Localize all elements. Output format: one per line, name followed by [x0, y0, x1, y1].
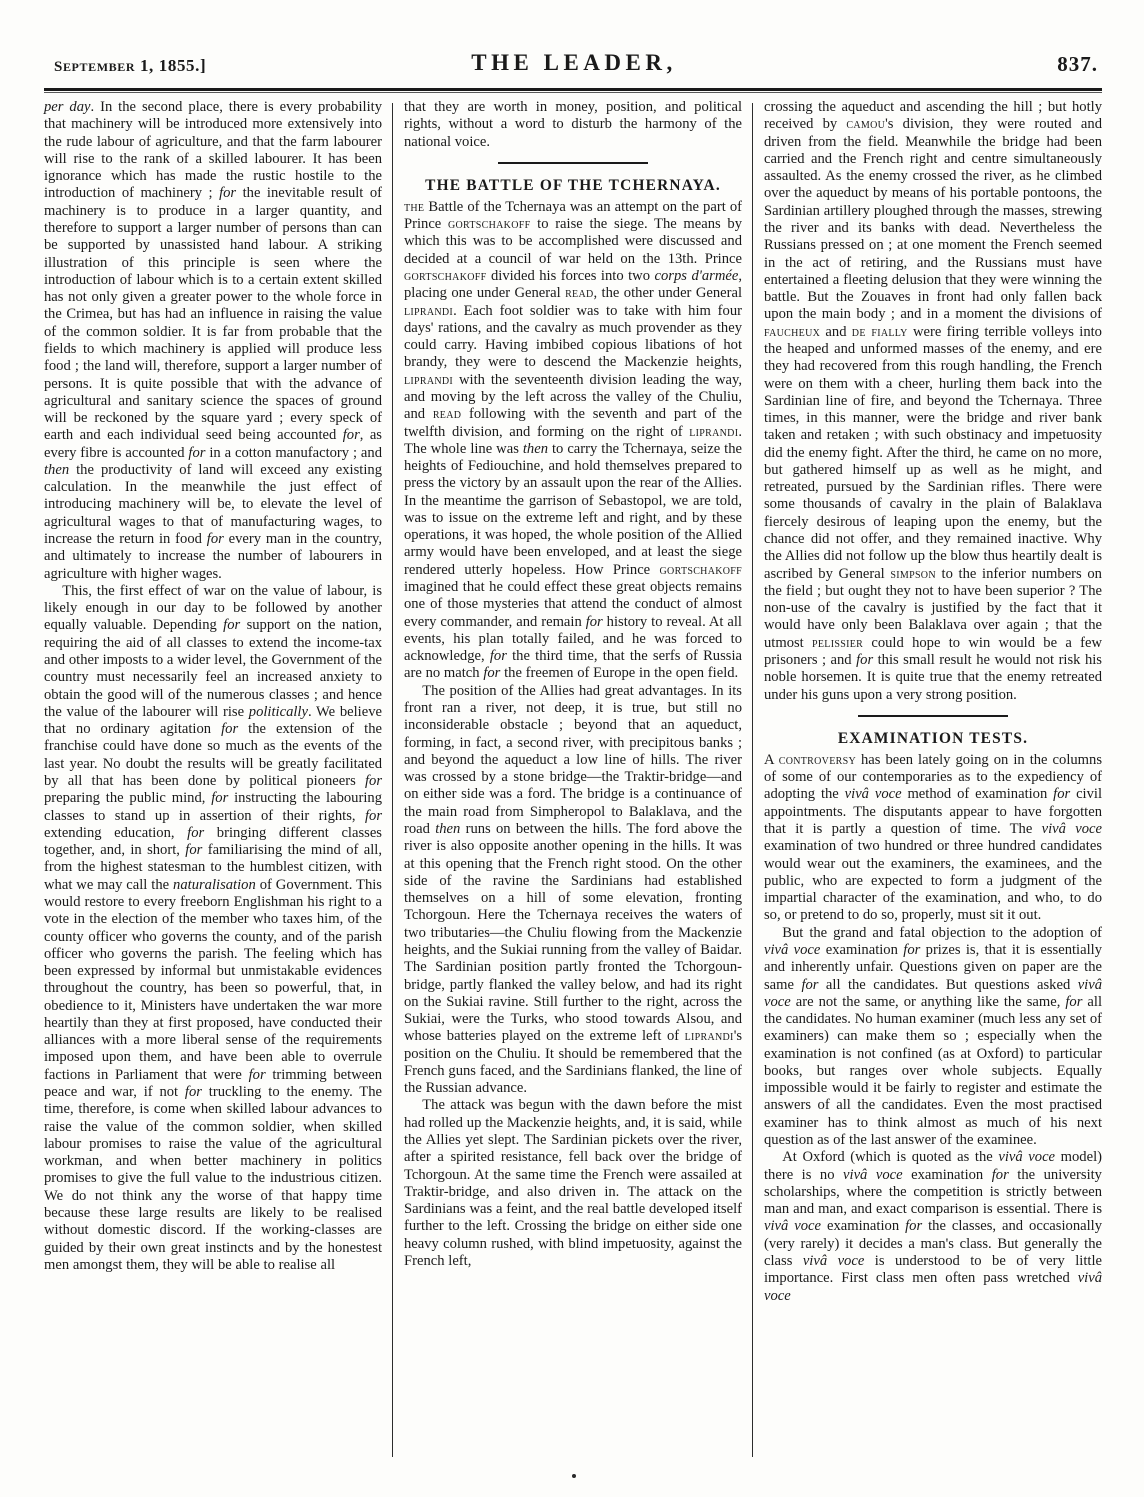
body-paragraph: At Oxford (which is quoted as the vivâ voce model) there is no vivâ voce examination for the university scholarships, where the competition is strictly between man and man, and exact comparison is essential. There is vivâ voce examination for the classes, and occasionally (very rarely) it decides a man's class. But generally the class vivâ voce is understood to be of very little importance. First class men often pass wretched vivâ voce	[764, 1149, 1102, 1304]
footer-ornament	[572, 1474, 576, 1478]
column-2	[404, 99, 742, 1461]
running-head	[48, 52, 1100, 86]
column-container	[44, 99, 1102, 1461]
body-paragraph: This, the first effect of war on the value of labour, is likely enough in our day to be followed by another equally valuable. Depending for support on the nation, requiring the aid of all classes to extend the income-tax and other imposts to a wider level, the Government of the country must necessarily feel an increased anxiety to obtain the good will of the numerous classes ; and hence the value of the labourer will rise politically. We believe that no ordinary agitation for the extension of the franchise could have done so much as the events of the last year. No doubt the results will be greatly facilitated by all that has been done by political pioneers for preparing the public mind, for instructing the labouring classes to stand up in assertion of their rights, for extending education, for bringing different classes together, and, in short, for familiarising the mind of all, from the highest statesman to the humblest citizen, with what we may call the naturalisation of Government. This would restore to every freeborn Englishman his right to a vote in the election of the member who taxes him, of the county officer who governs the county, and of the parish officer who governs the parish. The feeling which has been expressed by informal but unmistakable evidences throughout the country, has been so powerful, that, in obedience to it, Ministers have undertaken the war more heartily than they at first proposed, have conducted their alliances with a more liberal sense of the requirements imposed upon them, and have been able to overrule factions in Parliament that were for trimming between peace and war, if not for truckling to the enemy. The time, therefore, is come when skilled labour advances to raise the value of the common soldier, when skilled labour promises to raise the value of the agricultural workman, and when better machinery in politics promises to give the full value to the industrious citizen. We do not think any the worse of that happy time because these large results are likely to be realised without domestic discord. If the working-classes are guided by their own great instincts and by the honestest men amongst them, they will be able to realise all	[44, 582, 382, 1273]
masthead-rule	[44, 88, 1102, 91]
section-heading: THE BATTLE OF THE TCHERNAYA.	[425, 176, 721, 194]
body-paragraph: The position of the Allies had great advantages. In its front ran a river, not deep, it is true, but still no inconsiderable obstacle ; beyond that an aqueduct, forming, in fact, a second river, with precipitous banks ; and beyond the aqueduct a low line of hills. The river was crossed by a stone bridge—the Traktir-bridge—and on either side was a ford. The bridge is a continuance of the main road from Simpheropol to Balaklava, and the road then runs on between the hills. The ford above the river is also opposite another opening in the hills. It was at this opening that the French right stood. On the other side of the ravine the Sardinians had established themselves on a hill of some elevation, fronting Tchorgoun. Here the Tchernaya receives the waters of two tributaries—the Chuliu flowing from the Mackenzie heights, and the Sukiai running from the valley of Baidar. The Sardinian position partly fronted the Tchorgoun-bridge, partly flanked the valley below, and had its right on the Sukiai ravine. Still further to the right, across the Sukiai, were the Turks, who stood towards Alsou, and whose batteries played on the extreme left of liprandi's position on the Chuliu. It should be remembered that the French guns faced, and the Sardinians flanked, the line of the Russian advance.	[404, 682, 742, 1097]
column-1	[44, 99, 382, 1461]
body-paragraph: per day. In the second place, there is every probability that machinery will be introduced more extensively into the rude labour of agriculture, and that the farm labourer will rise to the rank of a skilled labourer. It has been ignorance which has made the rustic hostile to the introduction of machinery ; for the inevitable result of machinery is to produce in a larger quantity, and therefore to support a larger number of persons than can be supported by unassisted hand labour. A striking illustration of this principle is seen where the introduction of labour which is to a certain extent skilled has not only given a greater power to the whole force in the Crimea, but has had an influence in raising the value of the common soldier. It is far from probable that the fields to which machinery is applied will produce less food ; the land will, therefore, support a larger number of persons. It is quite possible that with the advance of agricultural and sanitary science the spaces of ground will be reckoned by the square yard ; every speck of earth and each individual seed being accounted for, as every fibre is accounted for in a cotton manufactory ; and then the productivity of land will exceed any existing calculation. In the meanwhile the just effect of introducing machinery will be, to elevate the level of agricultural wages to that of manufacturing wages, to increase the return in food for every man in the country, and ultimately to increase the number of labourers in agriculture with higher wages.	[44, 99, 382, 582]
body-paragraph: the Battle of the Tchernaya was an attempt on the part of Prince gortschakoff to raise the siege. The means by which this was to be accomplished were discussed and decided at a council of war held on the 13th. Prince gortschakoff divided his forces into two corps d'armée, placing one under General read, the other under General liprandi. Each foot soldier was to take with him four days' rations, and the cavalry as much provender as they could carry. Having imbibed copious libations of hot brandy, they were to descend the Mackenzie heights, liprandi with the seventeenth division leading the way, and moving by the left across the valley of the Chuliu, and read following with the seventh and part of the twelfth division, and forming on the right of liprandi. The whole line was then to carry the Tchernaya, seize the heights of Fediouchine, and hold themselves prepared to press the victory by an assault upon the rear of the Allies. In the meantime the garrison of Sebastopol, we are told, was to issue on the extreme left and right, and by these operations, it was hoped, the whole position of the Allied army would have been enveloped, and at least the siege rendered utterly hopeless. How Prince gortschakoff imagined that he could effect these great objects remains one of those mysteries that attend the conduct of almost every commander, and remain for history to reveal. At all events, his plan totally failed, and he was forced to acknowledge, for the third time, that the serfs of Russia are no match for the freemen of Europe in the open field.	[404, 198, 743, 682]
body-paragraph: The attack was begun with the dawn before the mist had rolled up the Mackenzie heights, and, it is said, while the Allies yet slept. The Sardinian pickets over the river, after a spirited resistance, fell back over the bridge of Tchorgoun. At the same time the French were assailed at Traktir-bridge, and also driven in. The attack on the Sardinians was a feint, and the real battle developed itself further to the left. Crossing the bridge on either side one heavy column rushed, with blind impetuosity, against the French left,	[404, 1097, 742, 1269]
body-paragraph: But the grand and fatal objection to the adoption of vivâ voce examination for prizes is, that it is essentially and inherently unfair. Questions given on paper are the same for all the candidates. But questions asked vivâ voce are not the same, or anything like the same, for all the candidates. No human examiner (much less any set of examiners) can make them so ; especially when the examination is not confined (as at Oxford) to particular books, but ranges over whole subjects. Equally impossible would it be fairly to register and estimate the answers of all the candidates. Even the most practised examiner has to think almost as much of his next question as of the last answer of the examinee.	[764, 924, 1103, 1149]
masthead-rule-secondary	[44, 92, 1102, 93]
section-rule	[498, 162, 648, 164]
column-divider-1	[382, 99, 404, 1461]
column-divider-2	[742, 99, 764, 1461]
section-rule	[858, 715, 1008, 717]
body-paragraph: A controversy has been lately going on in the columns of some of our contemporaries as to the expediency of adopting the vivâ voce method of examination for civil appointments. The disputants appear to have forgotten that it is partly a question of time. The vivâ voce examination of two hundred or three hundred candidates would wear out the examiners, the examinees, and the public, who are expected to form a judgment of the impartial character of the examination, and who, to do so, or pretend to do so, properly, must sit it out.	[764, 751, 1103, 924]
body-paragraph: crossing the aqueduct and ascending the hill ; but hotly received by camou's division, they were routed and driven from the field. Meanwhile the bridge had been carried and the French right and centre simultaneously assaulted. As the enemy crossed the river, as he climbed over the aqueduct by means of his portable pontoons, the Sardinian artillery ploughed through the masses, strewing the river and its banks with dead. Nevertheless the Russians pressed on ; at one moment the French seemed in the act of retiring, and the Russians must have entertained a fleeting delusion that they were winning the battle. But the Zouaves in front had only fallen back upon the main body ; and in a moment the divisions of faucheux and de fially were firing terrible volleys into the heaped and unformed masses of the enemy, and ere they had recovered from this rough handling, the French were on them with a cheer, hurling them back into the Sardinian line of fire, and beyond the Tchernaya. Three times, in this manner, were the bridge and river bank taken and retaken ; with such obstinacy and impetuosity did the enemy fight. After the third, he came on no more, but gathered himself up as well as he might, and retreated, pursued by the Sardinian rifles. There were some thousands of cavalry in the plain of Balaklava fiercely desirous of leaping upon the enemy, but the chance did not offer, and they remained inactive. Why the Allies did not follow up the blow thus heartily dealt is ascribed by General simpson to the inferior numbers on the field ; but ought they not to have been superior ? The non-use of the cavalry is justified by the fact that it would have only been Balaklava over again ; that the utmost pelissier could hope to win would be a few prisoners ; and for this small result he would not risk his noble horsemen. It is quite true that the enemy retreated under his guns upon a very strong position.	[764, 99, 1103, 703]
issue-date: september 1, 1855.]	[54, 52, 207, 76]
page-number: 837.	[1057, 52, 1098, 76]
column-3	[764, 99, 1102, 1461]
body-paragraph: that they are worth in money, position, and political rights, without a word to disturb the harmony of the national voice.	[404, 99, 742, 150]
publication-title: THE LEADER,	[471, 50, 677, 75]
section-heading: EXAMINATION TESTS.	[837, 729, 1029, 747]
